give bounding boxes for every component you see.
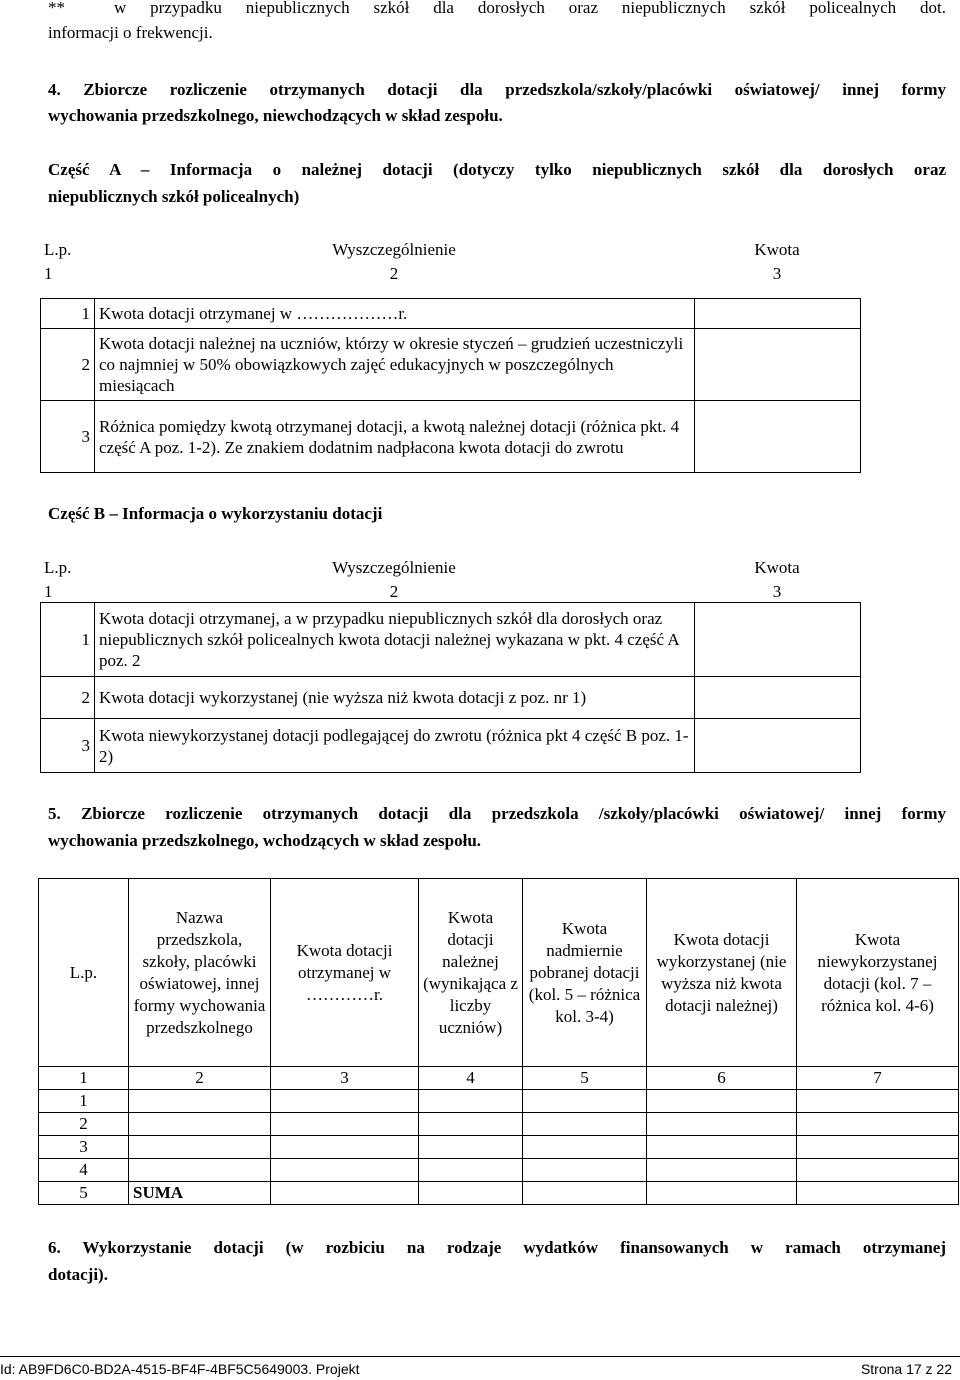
row-cell[interactable] bbox=[523, 1182, 647, 1205]
row-amount-field[interactable] bbox=[695, 299, 861, 329]
document-id: Id: AB9FD6C0-BD2A-4515-BF4F-4BF5C5649003. Projekt bbox=[0, 1361, 360, 1377]
row-cell[interactable] bbox=[647, 1136, 797, 1159]
table-row bbox=[39, 1090, 959, 1113]
header-description: Wyszczególnienie bbox=[332, 557, 456, 577]
row-description: Kwota dotacji otrzymanej, a w przypadku niepublicznych szkół dla dorosłych oraz niepublicznych szkół policealnych kwota dotacji należnej wykazana w pkt. 4 część A poz. 2 bbox=[95, 603, 695, 677]
row-lp: 1 bbox=[41, 603, 95, 677]
row-description: Kwota dotacji wykorzystanej (nie wyższa niż kwota dotacji z poz. nr 1) bbox=[95, 677, 695, 719]
row-description: Kwota niewykorzystanej dotacji podlegającej do zwrotu (różnica pkt 4 część B poz. 1-2) bbox=[95, 719, 695, 773]
header-description: Wyszczególnienie bbox=[332, 239, 456, 259]
col-number-6: 6 bbox=[647, 1067, 797, 1090]
section6-title-line1: 6. Wykorzystanie dotacji (w rozbiciu na rodzaje wydatków finansowanych w ramach otrzymanej bbox=[48, 1238, 946, 1257]
row-cell[interactable] bbox=[271, 1159, 419, 1182]
row-cell[interactable] bbox=[271, 1113, 419, 1136]
col-number-3: 3 bbox=[271, 1067, 419, 1090]
row-cell[interactable] bbox=[797, 1113, 959, 1136]
table-section5 bbox=[38, 878, 959, 1205]
page-number: Strona 17 z 22 bbox=[860, 1361, 952, 1377]
footnote-line2: informacji o frekwencji. bbox=[48, 23, 213, 42]
row-description: Kwota dotacji otrzymanej w ………………r. bbox=[95, 299, 695, 329]
table-number-row bbox=[40, 262, 860, 284]
row-description: Kwota dotacji należnej na uczniów, którzy w okresie styczeń – grudzień uczestniczyli co najmniej w 50% obowiązkowych zajęć edukacyjnych w poszczególnych miesiącach bbox=[95, 329, 695, 401]
header-lp: L.p. bbox=[44, 239, 72, 259]
col-number-1: 1 bbox=[44, 263, 53, 283]
row-cell[interactable] bbox=[523, 1090, 647, 1113]
row-cell[interactable] bbox=[419, 1090, 523, 1113]
col-number-2: 2 bbox=[389, 263, 399, 283]
footnote-mark: ** bbox=[48, 0, 65, 17]
row-cell[interactable] bbox=[797, 1090, 959, 1113]
header-institution-name: Nazwa przedszkola, szkoły, placówki oświatowej, innej formy wychowania przedszkolnego bbox=[129, 879, 271, 1067]
row-cell[interactable] bbox=[647, 1113, 797, 1136]
row-name-field[interactable] bbox=[129, 1159, 271, 1182]
header-lp: L.p. bbox=[44, 557, 72, 577]
footnote-line1: w przypadku niepublicznych szkół dla dorosłych oraz niepublicznych szkół policealnych dot. bbox=[114, 0, 946, 17]
table-header-row bbox=[39, 879, 959, 1067]
row-name-field[interactable] bbox=[129, 1136, 271, 1159]
section5-title-line1: 5. Zbiorcze rozliczenie otrzymanych dotacji dla przedszkola /szkoły/placówki oświatowej/ innej formy bbox=[48, 804, 946, 823]
row-cell[interactable] bbox=[419, 1113, 523, 1136]
row-cell[interactable] bbox=[797, 1182, 959, 1205]
table-row-sum bbox=[39, 1182, 959, 1205]
row-cell[interactable] bbox=[523, 1113, 647, 1136]
row-lp: 1 bbox=[41, 299, 95, 329]
table-number-row bbox=[40, 580, 860, 602]
table-number-row bbox=[39, 1067, 959, 1090]
header-received-amount: Kwota dotacji otrzymanej w …………r. bbox=[271, 879, 419, 1067]
row-cell[interactable] bbox=[647, 1090, 797, 1113]
col-number-3: 3 bbox=[772, 263, 782, 283]
col-number-1: 1 bbox=[44, 581, 53, 601]
row-name-field[interactable] bbox=[129, 1090, 271, 1113]
row-name-field[interactable] bbox=[129, 1113, 271, 1136]
header-amount: Kwota bbox=[754, 239, 800, 259]
part-a-title-line2: niepublicznych szkół policealnych) bbox=[48, 187, 300, 206]
col-number-5: 5 bbox=[523, 1067, 647, 1090]
table-part-b bbox=[40, 554, 860, 602]
row-cell[interactable] bbox=[419, 1182, 523, 1205]
table-row bbox=[39, 1136, 959, 1159]
part-a-title-line1: Część A – Informacja o należnej dotacji (dotyczy tylko niepublicznych szkół dla dorosłych oraz bbox=[48, 160, 946, 179]
row-lp: 5 bbox=[39, 1182, 129, 1205]
section4-title-line1: 4. Zbiorcze rozliczenie otrzymanych dotacji dla przedszkola/szkoły/placówki oświatowej/ innej formy bbox=[48, 80, 946, 99]
row-cell[interactable] bbox=[797, 1136, 959, 1159]
header-due-amount: Kwota dotacji należnej (wynikająca z liczby uczniów) bbox=[419, 879, 523, 1067]
header-overpaid-amount: Kwota nadmiernie pobranej dotacji (kol. 5 – różnica kol. 3-4) bbox=[523, 879, 647, 1067]
header-lp: L.p. bbox=[39, 879, 129, 1067]
col-number-2: 2 bbox=[129, 1067, 271, 1090]
row-lp: 2 bbox=[41, 677, 95, 719]
header-amount: Kwota bbox=[754, 557, 800, 577]
row-amount-field[interactable] bbox=[695, 401, 861, 473]
page-footer bbox=[0, 1356, 960, 1377]
section4-title-line2: wychowania przedszkolnego, niewchodzących w skład zespołu. bbox=[48, 106, 503, 125]
row-cell[interactable] bbox=[271, 1136, 419, 1159]
col-number-4: 4 bbox=[419, 1067, 523, 1090]
table-row bbox=[41, 299, 861, 329]
table-row bbox=[39, 1159, 959, 1182]
header-used-amount: Kwota dotacji wykorzystanej (nie wyższa niż kwota dotacji należnej) bbox=[647, 879, 797, 1067]
table-part-a bbox=[40, 236, 860, 284]
row-cell[interactable] bbox=[419, 1159, 523, 1182]
table-part-a-body bbox=[40, 298, 861, 473]
section6-title-line2: dotacji). bbox=[48, 1265, 108, 1284]
table-row bbox=[41, 719, 861, 773]
row-lp: 2 bbox=[41, 329, 95, 401]
row-description: Różnica pomiędzy kwotą otrzymanej dotacji, a kwotą należnej dotacji (różnica pkt. 4 część A poz. 1-2). Ze znakiem dodatnim nadpłacona kwota dotacji do zwrotu bbox=[95, 401, 695, 473]
table-row bbox=[41, 677, 861, 719]
table-row bbox=[41, 401, 861, 473]
row-cell[interactable] bbox=[647, 1182, 797, 1205]
row-amount-field[interactable] bbox=[695, 677, 861, 719]
row-cell[interactable] bbox=[647, 1159, 797, 1182]
section5-title-line2: wychowania przedszkolnego, wchodzących w skład zespołu. bbox=[48, 831, 482, 850]
part-b-title: Część B – Informacja o wykorzystaniu dotacji bbox=[48, 504, 383, 523]
row-amount-field[interactable] bbox=[695, 719, 861, 773]
table-row bbox=[41, 603, 861, 677]
row-lp: 3 bbox=[41, 401, 95, 473]
col-number-3: 3 bbox=[772, 581, 782, 601]
sum-label: SUMA bbox=[129, 1182, 271, 1205]
row-cell[interactable] bbox=[523, 1159, 647, 1182]
row-lp: 3 bbox=[39, 1136, 129, 1159]
col-number-1: 1 bbox=[39, 1067, 129, 1090]
row-lp: 4 bbox=[39, 1159, 129, 1182]
row-amount-field[interactable] bbox=[695, 329, 861, 401]
row-lp: 2 bbox=[39, 1113, 129, 1136]
row-cell[interactable] bbox=[271, 1182, 419, 1205]
col-number-7: 7 bbox=[797, 1067, 959, 1090]
table-row bbox=[39, 1113, 959, 1136]
table-row bbox=[41, 329, 861, 401]
row-amount-field[interactable] bbox=[695, 603, 861, 677]
row-lp: 3 bbox=[41, 719, 95, 773]
row-lp: 1 bbox=[39, 1090, 129, 1113]
row-cell[interactable] bbox=[523, 1136, 647, 1159]
table-part-b-body bbox=[40, 602, 861, 773]
table-header-row bbox=[40, 554, 860, 580]
row-cell[interactable] bbox=[271, 1090, 419, 1113]
row-cell[interactable] bbox=[419, 1136, 523, 1159]
col-number-2: 2 bbox=[389, 581, 399, 601]
row-cell[interactable] bbox=[797, 1159, 959, 1182]
table-header-row bbox=[40, 236, 860, 262]
header-unused-amount: Kwota niewykorzystanej dotacji (kol. 7 – różnica kol. 4-6) bbox=[797, 879, 959, 1067]
